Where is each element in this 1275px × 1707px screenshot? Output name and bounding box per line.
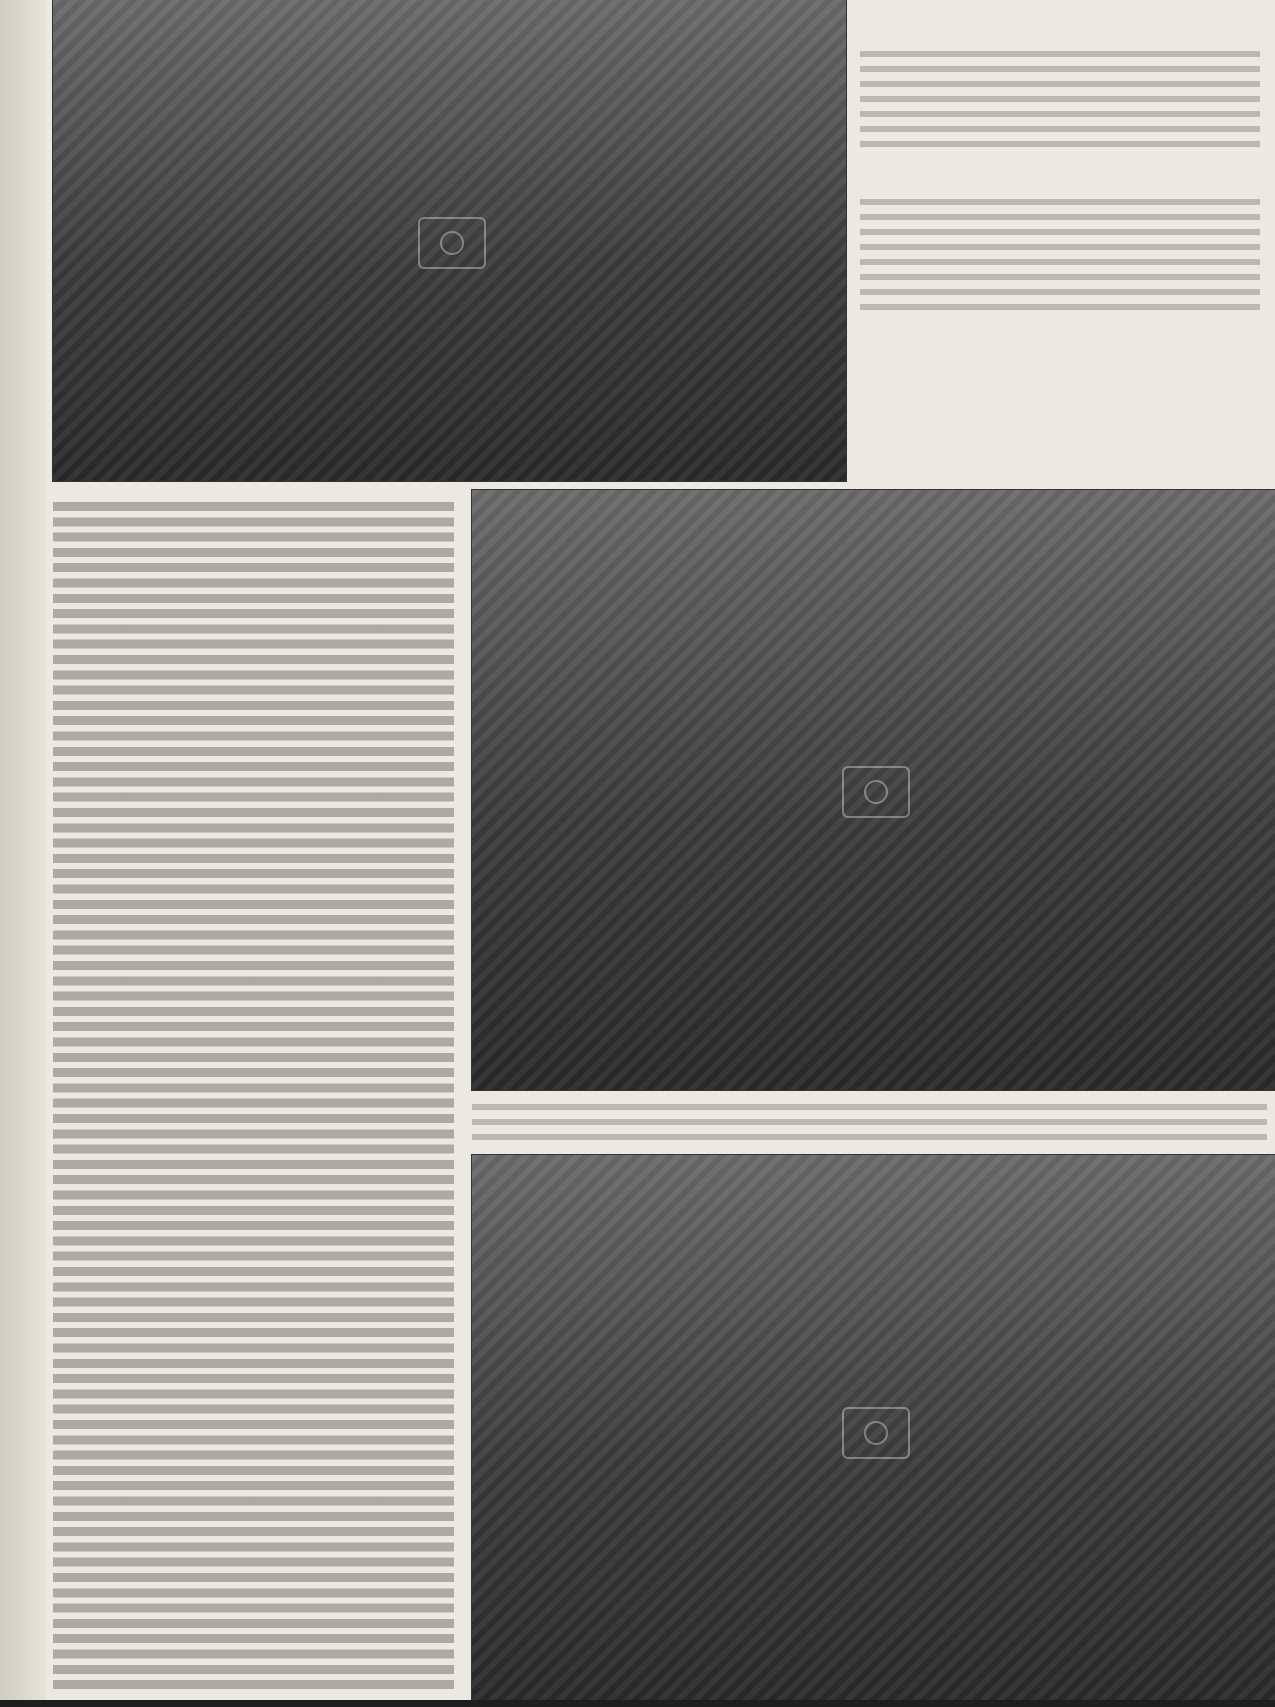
scan-bottom-edge <box>0 1700 1275 1707</box>
photo-marching-soldiers <box>53 0 846 481</box>
caption-block-second <box>860 193 1260 311</box>
image-placeholder-icon <box>842 1407 910 1459</box>
photo-gun-crew <box>472 490 1275 1090</box>
body-text-column <box>53 498 454 1694</box>
caption-block-top <box>860 45 1260 147</box>
image-placeholder-icon <box>418 217 486 269</box>
caption-block-middle <box>472 1098 1267 1144</box>
page-gutter <box>0 0 46 1707</box>
image-placeholder-icon <box>842 766 910 818</box>
photo-ruined-street <box>472 1155 1275 1707</box>
